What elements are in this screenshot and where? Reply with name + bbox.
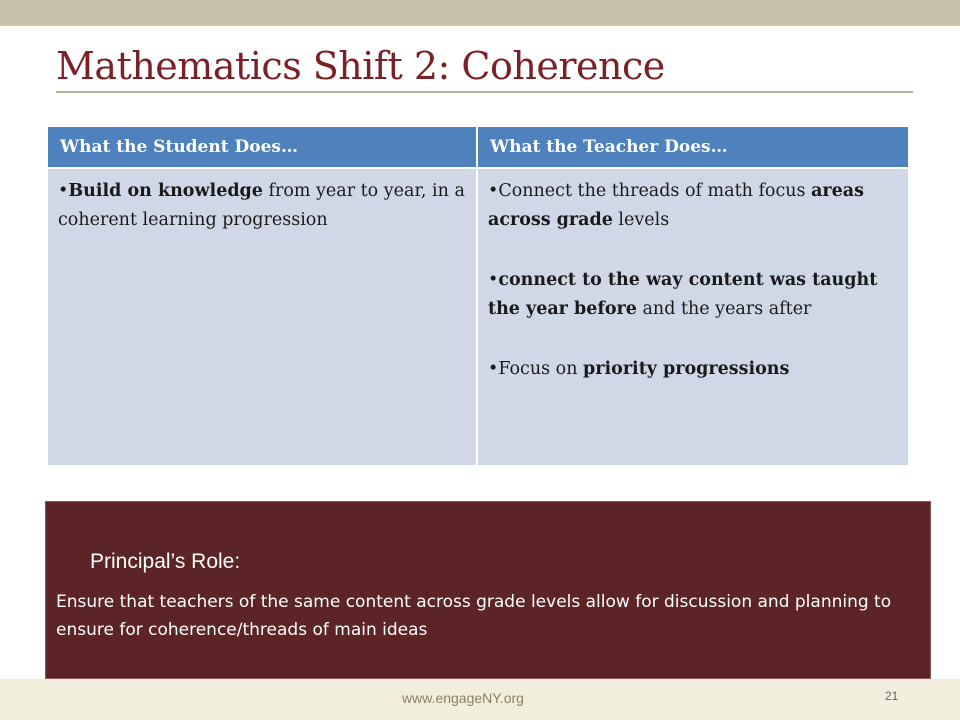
bullet-item: •connect to the way content was taught the year before and the years after — [488, 270, 878, 319]
bullet-bold-text: areas across grade — [488, 181, 864, 230]
bullet-text: and the years after — [636, 299, 812, 319]
student-column-cell — [48, 169, 476, 465]
slide-title: Mathematics Shift 2: Coherence — [56, 44, 665, 88]
bullet-bold-text: connect to the way content was taught the year before — [488, 270, 878, 319]
student-column-header: What the Student Does… — [48, 127, 476, 167]
bullet-item: •Connect the threads of math focus areas across grade levels — [488, 181, 864, 230]
bullet-item: •Build on knowledge from year to year, in a coherent learning progression — [58, 181, 465, 230]
page-number: 21 — [885, 689, 899, 703]
bullet-bold-text: priority progressions — [583, 359, 790, 379]
bullet-text: Focus on — [498, 359, 584, 379]
top-accent-bar — [0, 0, 960, 26]
teacher-column — [478, 127, 908, 465]
bullet-item: •Focus on priority progressions — [488, 359, 790, 379]
footer-url-link[interactable]: www.engageNY.org — [402, 690, 524, 706]
teacher-column-header: What the Teacher Does… — [478, 127, 908, 167]
bullet-text: levels — [612, 210, 670, 230]
principal-role-box — [45, 501, 931, 679]
bullet-text: from year to year, in a coherent learning progression — [58, 181, 465, 230]
student-column — [48, 127, 476, 465]
bullet-bold-text: Build on knowledge — [68, 181, 263, 201]
bullet-text: Connect the threads of math focus — [498, 181, 812, 201]
principal-role-text: Ensure that teachers of the same content across grade levels allow for discussion and planning to ensure for coherence/threads of main ideas — [56, 592, 892, 640]
title-underline — [56, 91, 913, 93]
comparison-table — [48, 127, 908, 465]
teacher-column-cell — [478, 169, 908, 465]
principal-role-heading: Principal’s Role: — [90, 550, 241, 573]
